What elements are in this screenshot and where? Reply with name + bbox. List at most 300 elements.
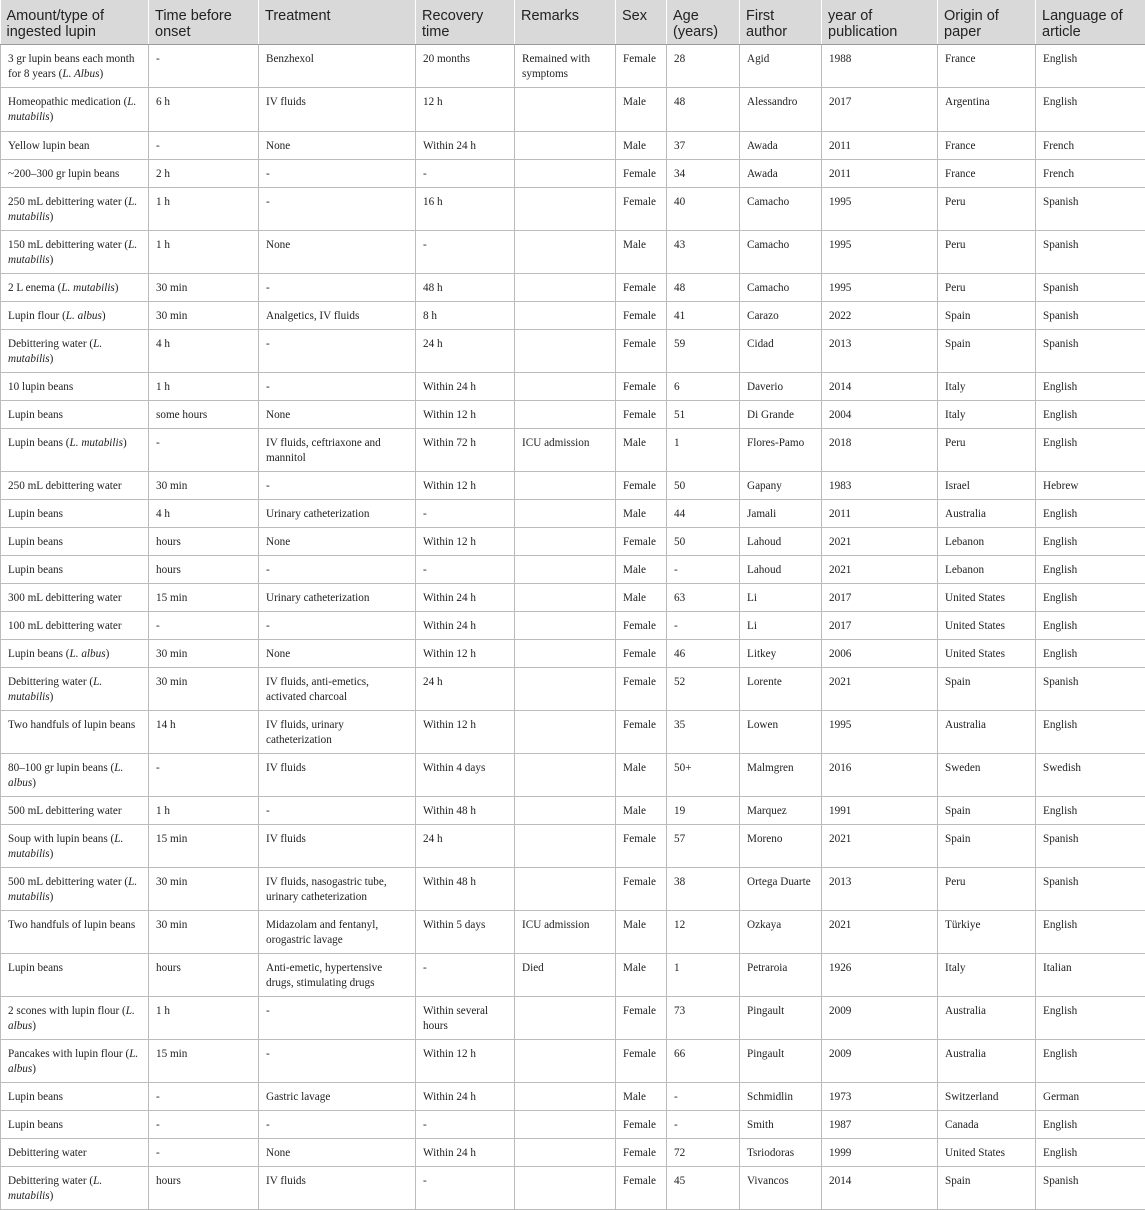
first-author-cell: Jamali: [740, 500, 822, 528]
amount-cell: Homeopathic medication (L. mutabilis): [1, 88, 149, 132]
treatment-cell: -: [259, 997, 416, 1040]
first-author-cell: Ozkaya: [740, 911, 822, 954]
sex-cell: Female: [616, 472, 667, 500]
table-row: [1, 1083, 1145, 1111]
time-before-onset-cell: 1 h: [149, 188, 259, 231]
origin-cell: Italy: [938, 373, 1036, 401]
header-time-before-onset: Time before onset: [149, 0, 259, 45]
remarks-cell: [515, 612, 616, 640]
first-author-cell: Marquez: [740, 797, 822, 825]
first-author-cell: Lahoud: [740, 528, 822, 556]
first-author-cell: Agid: [740, 45, 822, 88]
treatment-cell: -: [259, 1040, 416, 1083]
language-cell: French: [1036, 132, 1145, 160]
language-cell: English: [1036, 373, 1145, 401]
treatment-cell: Anti-emetic, hypertensive drugs, stimulating drugs: [259, 954, 416, 997]
treatment-cell: Analgetics, IV fluids: [259, 302, 416, 330]
sex-cell: Male: [616, 500, 667, 528]
amount-cell: Lupin beans: [1, 528, 149, 556]
treatment-cell: IV fluids, ceftriaxone and mannitol: [259, 429, 416, 472]
language-cell: English: [1036, 528, 1145, 556]
treatment-cell: -: [259, 1111, 416, 1139]
sex-cell: Male: [616, 797, 667, 825]
treatment-cell: Benzhexol: [259, 45, 416, 88]
time-before-onset-cell: 30 min: [149, 668, 259, 711]
table-row: [1, 640, 1145, 668]
year-cell: 2013: [822, 330, 938, 373]
year-cell: 1995: [822, 231, 938, 274]
origin-cell: Spain: [938, 330, 1036, 373]
origin-cell: Türkiye: [938, 911, 1036, 954]
recovery-time-cell: 8 h: [416, 302, 515, 330]
recovery-time-cell: Within 12 h: [416, 640, 515, 668]
remarks-cell: [515, 373, 616, 401]
age-cell: 50: [667, 472, 740, 500]
sex-cell: Male: [616, 754, 667, 797]
language-cell: German: [1036, 1083, 1145, 1111]
recovery-time-cell: Within 12 h: [416, 1040, 515, 1083]
age-cell: 59: [667, 330, 740, 373]
origin-cell: Israel: [938, 472, 1036, 500]
time-before-onset-cell: 1 h: [149, 997, 259, 1040]
origin-cell: Australia: [938, 500, 1036, 528]
header-recovery-time: Recovery time: [416, 0, 515, 45]
recovery-time-cell: 12 h: [416, 88, 515, 132]
origin-cell: Switzerland: [938, 1083, 1036, 1111]
sex-cell: Male: [616, 429, 667, 472]
remarks-cell: [515, 797, 616, 825]
first-author-cell: Tsriodoras: [740, 1139, 822, 1167]
table-row: [1, 88, 1145, 132]
sex-cell: Female: [616, 868, 667, 911]
treatment-cell: Midazolam and fentanyl, orogastric lavage: [259, 911, 416, 954]
remarks-cell: [515, 1139, 616, 1167]
remarks-cell: [515, 188, 616, 231]
remarks-cell: [515, 1040, 616, 1083]
table-row: [1, 754, 1145, 797]
amount-cell: Lupin beans: [1, 401, 149, 429]
time-before-onset-cell: 1 h: [149, 231, 259, 274]
treatment-cell: Urinary catheterization: [259, 584, 416, 612]
sex-cell: Male: [616, 231, 667, 274]
age-cell: 52: [667, 668, 740, 711]
remarks-cell: [515, 1167, 616, 1210]
sex-cell: Female: [616, 612, 667, 640]
table-row: [1, 556, 1145, 584]
age-cell: 43: [667, 231, 740, 274]
language-cell: Spanish: [1036, 330, 1145, 373]
table-row: [1, 954, 1145, 997]
age-cell: 51: [667, 401, 740, 429]
time-before-onset-cell: 30 min: [149, 911, 259, 954]
treatment-cell: IV fluids: [259, 88, 416, 132]
amount-cell: Debittering water (L. mutabilis): [1, 330, 149, 373]
year-cell: 2022: [822, 302, 938, 330]
recovery-time-cell: -: [416, 500, 515, 528]
sex-cell: Male: [616, 88, 667, 132]
table-row: [1, 330, 1145, 373]
age-cell: 1: [667, 954, 740, 997]
amount-cell: Lupin flour (L. albus): [1, 302, 149, 330]
origin-cell: Canada: [938, 1111, 1036, 1139]
treatment-cell: -: [259, 797, 416, 825]
header-year: year of publication: [822, 0, 938, 45]
year-cell: 2021: [822, 556, 938, 584]
time-before-onset-cell: hours: [149, 528, 259, 556]
first-author-cell: Awada: [740, 160, 822, 188]
language-cell: Spanish: [1036, 1167, 1145, 1210]
treatment-cell: -: [259, 612, 416, 640]
language-cell: Italian: [1036, 954, 1145, 997]
time-before-onset-cell: 30 min: [149, 640, 259, 668]
remarks-cell: [515, 160, 616, 188]
treatment-cell: IV fluids: [259, 1167, 416, 1210]
treatment-cell: Gastric lavage: [259, 1083, 416, 1111]
origin-cell: Spain: [938, 302, 1036, 330]
treatment-cell: -: [259, 472, 416, 500]
year-cell: 1987: [822, 1111, 938, 1139]
first-author-cell: Pingault: [740, 1040, 822, 1083]
remarks-cell: [515, 88, 616, 132]
age-cell: 28: [667, 45, 740, 88]
year-cell: 2021: [822, 825, 938, 868]
first-author-cell: Lowen: [740, 711, 822, 754]
time-before-onset-cell: 30 min: [149, 302, 259, 330]
recovery-time-cell: Within 4 days: [416, 754, 515, 797]
age-cell: 63: [667, 584, 740, 612]
header-amount: Amount/type of ingested lupin: [1, 0, 149, 45]
recovery-time-cell: Within several hours: [416, 997, 515, 1040]
age-cell: 46: [667, 640, 740, 668]
language-cell: English: [1036, 911, 1145, 954]
remarks-cell: [515, 274, 616, 302]
treatment-cell: None: [259, 640, 416, 668]
origin-cell: Spain: [938, 1167, 1036, 1210]
remarks-cell: [515, 132, 616, 160]
sex-cell: Male: [616, 911, 667, 954]
amount-cell: 80–100 gr lupin beans (L. albus): [1, 754, 149, 797]
amount-cell: 250 mL debittering water (L. mutabilis): [1, 188, 149, 231]
time-before-onset-cell: 4 h: [149, 330, 259, 373]
recovery-time-cell: Within 24 h: [416, 584, 515, 612]
age-cell: 40: [667, 188, 740, 231]
first-author-cell: Alessandro: [740, 88, 822, 132]
language-cell: French: [1036, 160, 1145, 188]
remarks-cell: [515, 330, 616, 373]
language-cell: Hebrew: [1036, 472, 1145, 500]
year-cell: 2009: [822, 1040, 938, 1083]
year-cell: 2011: [822, 132, 938, 160]
origin-cell: France: [938, 160, 1036, 188]
table-row: [1, 612, 1145, 640]
sex-cell: Female: [616, 825, 667, 868]
origin-cell: Argentina: [938, 88, 1036, 132]
first-author-cell: Li: [740, 612, 822, 640]
treatment-cell: None: [259, 231, 416, 274]
language-cell: English: [1036, 1139, 1145, 1167]
treatment-cell: IV fluids: [259, 825, 416, 868]
origin-cell: Peru: [938, 188, 1036, 231]
year-cell: 1973: [822, 1083, 938, 1111]
sex-cell: Female: [616, 1111, 667, 1139]
table-row: [1, 711, 1145, 754]
remarks-cell: [515, 668, 616, 711]
origin-cell: Italy: [938, 401, 1036, 429]
remarks-cell: Remained with symptoms: [515, 45, 616, 88]
language-cell: Spanish: [1036, 668, 1145, 711]
treatment-cell: IV fluids, nasogastric tube, urinary catheterization: [259, 868, 416, 911]
recovery-time-cell: Within 12 h: [416, 401, 515, 429]
first-author-cell: Smith: [740, 1111, 822, 1139]
origin-cell: Australia: [938, 1040, 1036, 1083]
recovery-time-cell: Within 12 h: [416, 528, 515, 556]
year-cell: 1995: [822, 274, 938, 302]
recovery-time-cell: -: [416, 556, 515, 584]
table-row: [1, 188, 1145, 231]
amount-cell: Lupin beans: [1, 1111, 149, 1139]
first-author-cell: Carazo: [740, 302, 822, 330]
treatment-cell: None: [259, 401, 416, 429]
year-cell: 1926: [822, 954, 938, 997]
remarks-cell: [515, 472, 616, 500]
time-before-onset-cell: 2 h: [149, 160, 259, 188]
language-cell: Spanish: [1036, 274, 1145, 302]
language-cell: English: [1036, 612, 1145, 640]
sex-cell: Female: [616, 45, 667, 88]
recovery-time-cell: Within 24 h: [416, 373, 515, 401]
sex-cell: Female: [616, 528, 667, 556]
remarks-cell: [515, 1083, 616, 1111]
age-cell: 66: [667, 1040, 740, 1083]
year-cell: 1983: [822, 472, 938, 500]
origin-cell: United States: [938, 612, 1036, 640]
language-cell: Spanish: [1036, 231, 1145, 274]
first-author-cell: Litkey: [740, 640, 822, 668]
time-before-onset-cell: hours: [149, 954, 259, 997]
remarks-cell: [515, 528, 616, 556]
treatment-cell: None: [259, 528, 416, 556]
amount-cell: 3 gr lupin beans each month for 8 years (L. Albus): [1, 45, 149, 88]
recovery-time-cell: 24 h: [416, 668, 515, 711]
language-cell: Spanish: [1036, 825, 1145, 868]
year-cell: 2021: [822, 668, 938, 711]
first-author-cell: Lahoud: [740, 556, 822, 584]
year-cell: 2009: [822, 997, 938, 1040]
time-before-onset-cell: 6 h: [149, 88, 259, 132]
recovery-time-cell: Within 48 h: [416, 797, 515, 825]
sex-cell: Female: [616, 997, 667, 1040]
treatment-cell: None: [259, 132, 416, 160]
recovery-time-cell: Within 24 h: [416, 612, 515, 640]
origin-cell: Australia: [938, 711, 1036, 754]
language-cell: English: [1036, 429, 1145, 472]
amount-cell: Lupin beans: [1, 954, 149, 997]
origin-cell: Italy: [938, 954, 1036, 997]
remarks-cell: [515, 997, 616, 1040]
age-cell: 12: [667, 911, 740, 954]
remarks-cell: [515, 868, 616, 911]
year-cell: 2016: [822, 754, 938, 797]
header-language: Language of article: [1036, 0, 1145, 45]
treatment-cell: -: [259, 330, 416, 373]
first-author-cell: Awada: [740, 132, 822, 160]
treatment-cell: IV fluids, anti-emetics, activated charcoal: [259, 668, 416, 711]
time-before-onset-cell: -: [149, 132, 259, 160]
sex-cell: Female: [616, 401, 667, 429]
recovery-time-cell: Within 24 h: [416, 132, 515, 160]
time-before-onset-cell: -: [149, 754, 259, 797]
remarks-cell: [515, 640, 616, 668]
sex-cell: Male: [616, 584, 667, 612]
language-cell: English: [1036, 640, 1145, 668]
first-author-cell: Di Grande: [740, 401, 822, 429]
year-cell: 2013: [822, 868, 938, 911]
header-treatment: Treatment: [259, 0, 416, 45]
treatment-cell: -: [259, 160, 416, 188]
table-row: [1, 668, 1145, 711]
remarks-cell: ICU admission: [515, 429, 616, 472]
table-row: [1, 373, 1145, 401]
table-row: [1, 528, 1145, 556]
remarks-cell: [515, 500, 616, 528]
recovery-time-cell: Within 24 h: [416, 1139, 515, 1167]
age-cell: 48: [667, 88, 740, 132]
recovery-time-cell: -: [416, 231, 515, 274]
amount-cell: Debittering water (L. mutabilis): [1, 1167, 149, 1210]
first-author-cell: Flores-Pamo: [740, 429, 822, 472]
year-cell: 1991: [822, 797, 938, 825]
origin-cell: United States: [938, 584, 1036, 612]
sex-cell: Female: [616, 160, 667, 188]
recovery-time-cell: Within 5 days: [416, 911, 515, 954]
recovery-time-cell: 24 h: [416, 825, 515, 868]
amount-cell: 10 lupin beans: [1, 373, 149, 401]
age-cell: 35: [667, 711, 740, 754]
table-row: [1, 797, 1145, 825]
amount-cell: Lupin beans: [1, 556, 149, 584]
sex-cell: Female: [616, 188, 667, 231]
age-cell: 57: [667, 825, 740, 868]
table-row: [1, 997, 1145, 1040]
remarks-cell: [515, 711, 616, 754]
time-before-onset-cell: -: [149, 45, 259, 88]
header-remarks: Remarks: [515, 0, 616, 45]
table-row: [1, 401, 1145, 429]
remarks-cell: [515, 584, 616, 612]
table-row: [1, 302, 1145, 330]
first-author-cell: Petraroia: [740, 954, 822, 997]
language-cell: Spanish: [1036, 302, 1145, 330]
time-before-onset-cell: -: [149, 612, 259, 640]
sex-cell: Female: [616, 274, 667, 302]
remarks-cell: [515, 401, 616, 429]
table-row: [1, 1139, 1145, 1167]
table-row: [1, 45, 1145, 88]
age-cell: -: [667, 1111, 740, 1139]
recovery-time-cell: 24 h: [416, 330, 515, 373]
sex-cell: Female: [616, 373, 667, 401]
table-row: [1, 472, 1145, 500]
first-author-cell: Camacho: [740, 231, 822, 274]
time-before-onset-cell: hours: [149, 556, 259, 584]
treatment-cell: -: [259, 373, 416, 401]
language-cell: Swedish: [1036, 754, 1145, 797]
table-row: [1, 1111, 1145, 1139]
age-cell: 6: [667, 373, 740, 401]
time-before-onset-cell: 15 min: [149, 1040, 259, 1083]
origin-cell: Lebanon: [938, 556, 1036, 584]
origin-cell: France: [938, 132, 1036, 160]
amount-cell: 100 mL debittering water: [1, 612, 149, 640]
age-cell: -: [667, 1083, 740, 1111]
first-author-cell: Gapany: [740, 472, 822, 500]
amount-cell: 250 mL debittering water: [1, 472, 149, 500]
time-before-onset-cell: 1 h: [149, 797, 259, 825]
first-author-cell: Lorente: [740, 668, 822, 711]
time-before-onset-cell: 30 min: [149, 868, 259, 911]
amount-cell: Lupin beans: [1, 500, 149, 528]
origin-cell: Australia: [938, 997, 1036, 1040]
year-cell: 1995: [822, 711, 938, 754]
recovery-time-cell: Within 48 h: [416, 868, 515, 911]
sex-cell: Female: [616, 1139, 667, 1167]
time-before-onset-cell: 15 min: [149, 584, 259, 612]
table-row: [1, 231, 1145, 274]
time-before-onset-cell: -: [149, 1111, 259, 1139]
first-author-cell: Moreno: [740, 825, 822, 868]
first-author-cell: Pingault: [740, 997, 822, 1040]
amount-cell: Soup with lupin beans (L. mutabilis): [1, 825, 149, 868]
year-cell: 2004: [822, 401, 938, 429]
sex-cell: Female: [616, 330, 667, 373]
year-cell: 1999: [822, 1139, 938, 1167]
origin-cell: Peru: [938, 231, 1036, 274]
age-cell: 44: [667, 500, 740, 528]
amount-cell: Lupin beans (L. albus): [1, 640, 149, 668]
table-row: [1, 911, 1145, 954]
time-before-onset-cell: hours: [149, 1167, 259, 1210]
time-before-onset-cell: 30 min: [149, 472, 259, 500]
treatment-cell: IV fluids: [259, 754, 416, 797]
first-author-cell: Li: [740, 584, 822, 612]
age-cell: -: [667, 612, 740, 640]
language-cell: English: [1036, 45, 1145, 88]
first-author-cell: Malmgren: [740, 754, 822, 797]
origin-cell: Spain: [938, 825, 1036, 868]
recovery-time-cell: Within 12 h: [416, 472, 515, 500]
table-header-row: [1, 0, 1145, 45]
recovery-time-cell: Within 12 h: [416, 711, 515, 754]
year-cell: 1995: [822, 188, 938, 231]
first-author-cell: Ortega Duarte: [740, 868, 822, 911]
sex-cell: Female: [616, 711, 667, 754]
origin-cell: United States: [938, 640, 1036, 668]
year-cell: 2021: [822, 528, 938, 556]
amount-cell: Yellow lupin bean: [1, 132, 149, 160]
table-row: [1, 274, 1145, 302]
year-cell: 2021: [822, 911, 938, 954]
origin-cell: France: [938, 45, 1036, 88]
table-row: [1, 160, 1145, 188]
language-cell: English: [1036, 711, 1145, 754]
origin-cell: Peru: [938, 274, 1036, 302]
recovery-time-cell: Within 72 h: [416, 429, 515, 472]
sex-cell: Female: [616, 1167, 667, 1210]
recovery-time-cell: -: [416, 1167, 515, 1210]
remarks-cell: [515, 825, 616, 868]
year-cell: 2018: [822, 429, 938, 472]
language-cell: English: [1036, 88, 1145, 132]
